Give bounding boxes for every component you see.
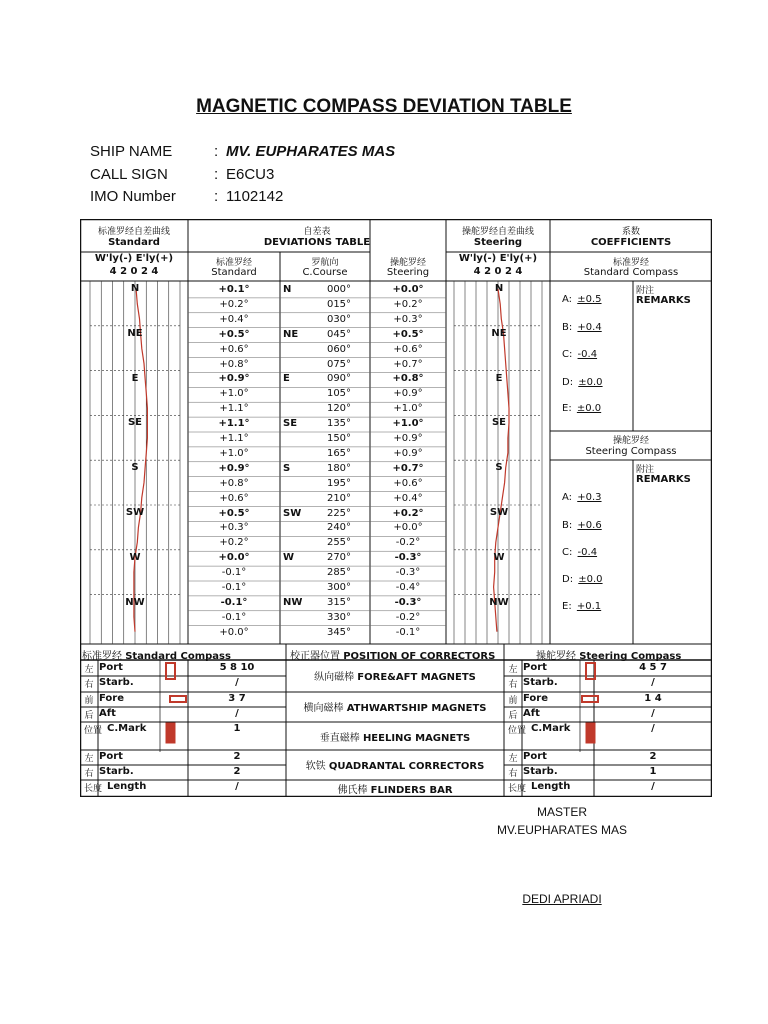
document-title: MAGNETIC COMPASS DEVIATION TABLE [196,96,572,117]
deviation-row-steering: +0.9° [393,388,423,400]
steer-coef-c-label: C: [562,547,573,558]
magnet-athwartship [286,699,504,714]
steer-coef-d-label: D: [562,574,574,585]
ship-info [90,141,395,209]
col-course-cn: 罗航向 [311,258,339,268]
deviation-row-steering: -0.2° [395,611,421,623]
steer-corrector-label-cn: 位置 [507,726,526,736]
corrector-standard-value: 1 [233,723,241,734]
corrector-left-header-en: Standard Compass [125,651,231,662]
magnet-fore-aft [286,668,504,683]
steer-curve-heading-label: E [495,372,503,384]
corrector-left-header-cn: 标准罗经 [82,651,122,662]
std-coef-b [562,322,608,333]
std-curve-heading-label: S [131,462,139,474]
deviation-row-standard: +1.0° [219,388,249,400]
deviation-row-standard: -0.1° [221,567,247,579]
corrector-standard-value: / [235,708,239,719]
corrector-standard-value: 2 [233,766,241,777]
std-coef-d-value: ±0.0 [578,377,603,388]
steer-curve-heading-label: S [495,462,503,474]
deviation-row-course: 330° [326,611,352,623]
steer-coef-a-label: A: [562,492,573,503]
steer-corrector-label-cn: 前 [508,696,518,706]
deviation-row-course: 045° [326,328,352,340]
ship-name-sep: : [214,143,219,160]
deviation-row-steering: +0.3° [393,313,423,325]
corrector-steering-value: / [651,723,655,734]
corrector-steering-value: / [651,677,655,688]
deviation-row-standard: +0.5° [218,328,250,340]
magnet-heeling-cn: 垂直磁棒 [319,733,360,744]
deviation-row-course: 150° [326,433,352,444]
deviation-row-course: 180° [326,462,352,474]
deviation-row-steering: +0.8° [392,373,424,385]
corrector-label-cn: 位置 [83,726,102,736]
corrector-label-en: Starb. [99,766,134,777]
steer-corrector-label-cn: 左 [508,665,518,675]
deviation-row-standard: +1.1° [219,433,249,444]
corrector-label-en: C.Mark [107,723,147,734]
col-course-en: C.Course [302,267,348,278]
steer-corrector-label-en: Aft [523,708,540,719]
corrector-label-en: Aft [99,708,116,719]
signature-role: MASTER [536,805,587,819]
steer-curve-heading-label: SW [489,507,509,518]
corrector-left-header [82,647,286,662]
magnet-quadrantal-cn: 软铁 [305,761,326,772]
magnet-heeling [286,729,504,744]
corrector-right-header [536,647,712,662]
deviation-row-standard: +1.1° [219,403,249,415]
deviation-row-standard: +0.4° [219,313,249,325]
call-sign-label: CALL SIGN [90,165,168,183]
steer-coef-b [562,520,608,531]
deviation-row-course: 225° [326,507,352,519]
deviation-row-course: 075° [326,358,352,370]
magnet-fore-aft-cn: 纵向磁棒 [314,672,355,683]
deviation-row-course: 030° [326,313,352,325]
deviation-row-steering: +0.6° [393,477,423,489]
std-coef-d [562,377,609,388]
deviation-row-course: 135° [326,418,352,430]
std-coef-a-value: ±0.5 [577,294,602,305]
deviation-row-course: 345° [326,626,352,638]
deviation-row-course: 315° [326,596,352,608]
steer-corrector-label-cn: 右 [508,680,518,690]
deviation-row-course: 195° [326,477,352,489]
std-remarks-en: REMARKS [636,295,691,306]
corrector-standard-value: 3 7 [228,693,246,704]
deviations-header-cn: 自差表 [303,227,331,237]
deviation-row-standard: -0.1° [220,596,248,608]
deviation-row-standard: -0.1° [221,582,247,593]
deviation-row-standard: +0.6° [219,492,249,504]
deviation-row-course: 120° [326,403,352,415]
deviation-row-direction: W [283,552,295,564]
deviation-row-course: 255° [326,537,352,549]
std-curve-heading-label: SW [125,507,145,518]
magnet-flinders [286,781,504,796]
corrector-mid-header [290,647,504,662]
deviation-row-standard: +0.8° [219,358,249,370]
deviations-header-en: DEVIATIONS TABLE [263,237,371,248]
corrector-right-header-cn: 操舵罗经 [536,651,576,662]
deviation-row-steering: +1.0° [392,418,424,430]
deviation-row-standard: +0.8° [219,477,249,489]
magnet-quadrantal [286,757,504,772]
magnet-flinders-cn: 佛氏棒 [337,785,368,796]
corrector-steering-value: 1 4 [644,693,662,704]
steer-curve-heading-label: SE [491,417,507,429]
std-remarks-cn: 附注 [636,286,655,296]
std-curve-heading-label: NW [125,596,145,608]
std-curve-header-cn: 标准罗经自差曲线 [97,227,170,237]
corrector-label-en: Length [107,781,147,792]
steer-compass-coef-en: Steering Compass [585,446,677,457]
deviation-row-direction: E [283,373,290,385]
corrector-label-en: Port [99,751,123,762]
corrector-label-en: Port [99,662,123,673]
corrector-steering-value: 2 [649,751,657,762]
steer-corrector-label-en: Length [531,781,571,792]
coefficients-header-en: COEFFICIENTS [590,237,672,248]
steer-remarks-en: REMARKS [636,474,691,485]
deviation-row-standard: +0.6° [219,343,249,355]
std-compass-coef-en: Standard Compass [583,267,679,278]
deviation-row-standard: +0.0° [219,626,249,638]
steer-coef-a [562,492,608,503]
deviation-row-steering: -0.1° [395,626,421,638]
deviation-row-steering: -0.3° [394,596,422,608]
steer-corrector-label-cn: 右 [508,769,518,779]
imo-number-row [90,186,395,209]
std-coef-a [562,294,608,305]
ship-name-row [90,141,395,164]
deviation-row-standard: +0.1° [218,284,250,295]
coefficients-header-cn: 系数 [621,227,640,237]
corrector-label-cn: 后 [84,711,94,721]
steer-remarks-cn: 附注 [636,465,655,475]
deviation-row-steering: -0.3° [394,552,422,564]
deviation-row-standard: +0.0° [218,552,250,564]
deviation-row-steering: +0.9° [393,447,423,459]
col-steering-cn: 操舵罗经 [389,258,426,268]
corrector-standard-value: / [235,677,239,688]
deviation-row-standard: +0.9° [218,373,250,385]
corrector-label-cn: 长度 [83,784,102,794]
deviation-row-steering: +0.2° [393,298,423,310]
deviation-row-standard: +0.3° [219,522,249,534]
corrector-steering-value: 4 5 7 [639,662,667,673]
steer-curve-heading-label: W [493,551,505,563]
deviation-row-standard: -0.1° [221,611,247,623]
std-coef-c [562,349,603,360]
deviation-row-standard: +1.0° [219,447,249,459]
call-sign-sep: : [214,165,219,183]
corrector-label-cn: 前 [84,696,94,706]
steer-coef-e-value: +0.1 [576,601,602,612]
fore-magnet-marker [170,696,186,702]
steer-coef-b-label: B: [562,520,573,531]
deviation-row-standard: +0.5° [218,507,250,519]
corrector-label-cn: 右 [84,769,94,779]
port-magnet-marker [166,663,175,679]
steer-coef-c [562,547,603,558]
deviation-row-course: 060° [326,343,352,355]
imo-number-sep: : [214,188,219,205]
std-curve-header-en: Standard [108,237,160,248]
std-curve-heading-label: N [130,283,140,294]
std-compass-coef-cn: 标准罗经 [612,258,649,268]
deviation-row-steering: +0.2° [392,507,424,519]
deviation-row-course: 000° [326,284,352,295]
deviation-row-direction: NW [283,596,303,608]
steer-corrector-label-en: C.Mark [531,723,571,734]
std-coef-c-value: -0.4 [577,349,598,360]
std-curve-heading-label: NE [127,327,143,339]
deviation-row-course: 210° [326,492,352,504]
steer-coef-d [562,574,609,585]
deviation-row-course: 015° [326,298,352,310]
deviation-row-steering: +0.0° [392,284,424,295]
deviation-row-standard: +1.1° [218,418,250,430]
deviation-row-standard: +0.9° [218,462,250,474]
std-coef-b-value: +0.4 [577,322,602,333]
deviation-row-course: 270° [326,552,352,564]
deviation-table-scan [80,219,712,797]
corrector-label-en: Fore [99,693,125,704]
steer-coef-a-value: +0.3 [577,492,602,503]
deviation-row-steering: -0.3° [395,567,421,579]
steer-corrector-label-en: Fore [523,693,549,704]
std-curve-heading-label: SE [127,417,143,429]
deviation-row-steering: +0.6° [393,343,423,355]
magnet-heeling-en: HEELING MAGNETS [362,733,471,744]
deviation-row-standard: +0.2° [219,298,249,310]
imo-number-value: 1102142 [226,188,284,205]
deviation-row-course: 300° [326,582,352,593]
std-curve-heading-label: W [129,551,141,563]
std-coef-e-label: E: [562,403,572,414]
deviation-row-steering: -0.2° [395,537,421,549]
deviation-row-direction: SW [283,507,302,519]
steer-curve-header-cn: 操舵罗经自差曲线 [461,227,534,237]
steer-curve-header-en: Steering [473,237,523,248]
col-steering-en: Steering [386,267,430,278]
steer-coef-e-label: E: [562,601,572,612]
steer-curve-heading-label: NE [491,327,507,339]
corrector-steering-value: 1 [649,766,657,777]
steer-corrector-label-cn: 左 [508,754,518,764]
ship-name-label: SHIP NAME [90,143,173,160]
steer-scale-ticks: 4 2 0 2 4 [473,266,523,277]
call-sign-value: E6CU3 [226,165,275,183]
steer-curve-heading-label: NW [489,596,509,608]
corrector-standard-value: 2 [233,751,241,762]
corrector-steering-value: / [651,708,655,719]
std-coef-b-label: B: [562,322,573,333]
deviation-row-steering: +0.7° [392,462,424,474]
steer-corrector-label-en: Starb. [523,677,558,688]
steer-coef-e [562,601,607,612]
deviation-row-steering: +0.7° [393,358,423,370]
deviation-row-steering: -0.4° [395,582,421,593]
std-coef-c-label: C: [562,349,573,360]
std-coef-e-value: ±0.0 [576,403,602,414]
steer-coef-d-value: ±0.0 [578,574,603,585]
corrector-label-cn: 左 [84,665,94,675]
steer-coef-c-value: -0.4 [577,547,598,558]
steer-curve-heading-label: N [494,283,504,294]
deviation-row-steering: +0.0° [393,522,423,534]
magnet-athwartship-cn: 横向磁棒 [303,703,344,714]
col-standard-cn: 标准罗经 [215,258,252,268]
steer-corrector-label-cn: 长度 [507,784,526,794]
call-sign-row [90,164,395,187]
deviation-row-steering: +1.0° [393,403,423,415]
deviation-row-steering: +0.5° [392,328,424,340]
deviation-row-steering: +0.9° [393,433,423,444]
std-coef-e [562,403,607,414]
deviation-row-course: 090° [326,373,352,385]
std-coef-d-label: D: [562,377,574,388]
cmark-magnet-marker [166,723,175,743]
deviation-row-course: 165° [326,447,352,459]
magnet-quadrantal-en: QUADRANTAL CORRECTORS [328,761,485,772]
col-standard-en: Standard [211,267,257,278]
std-curve-heading-label: E [131,372,139,384]
steer-corrector-label-en: Port [523,751,547,762]
deviation-row-course: 105° [326,388,352,400]
std-scale-ticks: 4 2 0 2 4 [109,266,159,277]
magnet-fore-aft-en: FORE&AFT MAGNETS [357,672,476,683]
steer-corrector-label-cn: 后 [508,711,518,721]
steer-compass-coef-cn: 操舵罗经 [612,436,649,446]
std-coef-a-label: A: [562,294,573,305]
magnet-athwartship-en: ATHWARTSHIP MAGNETS [346,703,487,714]
imo-number-label: IMO Number [90,188,176,205]
signature-ship: MV.EUPHARATES MAS [496,823,628,837]
corrector-steering-value: / [651,781,655,792]
std-scale-label: W'ly(-) E'ly(+) [94,253,174,264]
steer-scale-label: W'ly(-) E'ly(+) [458,253,538,264]
corrector-mid-header-en: POSITION OF CORRECTORS [343,651,496,662]
steer-corrector-label-en: Port [523,662,547,673]
deviation-row-steering: +0.4° [393,492,423,504]
corrector-label-cn: 右 [84,680,94,690]
magnet-flinders-en: FLINDERS BAR [370,785,453,796]
steer-corrector-label-en: Starb. [523,766,558,777]
deviation-row-direction: NE [283,328,299,340]
deviation-row-course: 240° [326,522,352,534]
corrector-standard-value: / [235,781,239,792]
corrector-mid-header-cn: 校正器位置 [290,651,340,662]
corrector-label-en: Starb. [99,677,134,688]
deviation-row-direction: S [283,462,291,474]
ship-name-value: MV. EUPHARATES MAS [226,143,396,160]
corrector-right-header-en: Steering Compass [579,651,682,662]
deviation-row-direction: SE [283,418,298,430]
corrector-label-cn: 左 [84,754,94,764]
deviation-row-direction: N [283,284,292,295]
signature-name: DEDI APRIADI [522,892,602,906]
deviation-row-standard: +0.2° [219,537,249,549]
steer-coef-b-value: +0.6 [577,520,602,531]
corrector-standard-value: 5 8 10 [219,662,255,673]
deviation-row-course: 285° [326,567,352,579]
